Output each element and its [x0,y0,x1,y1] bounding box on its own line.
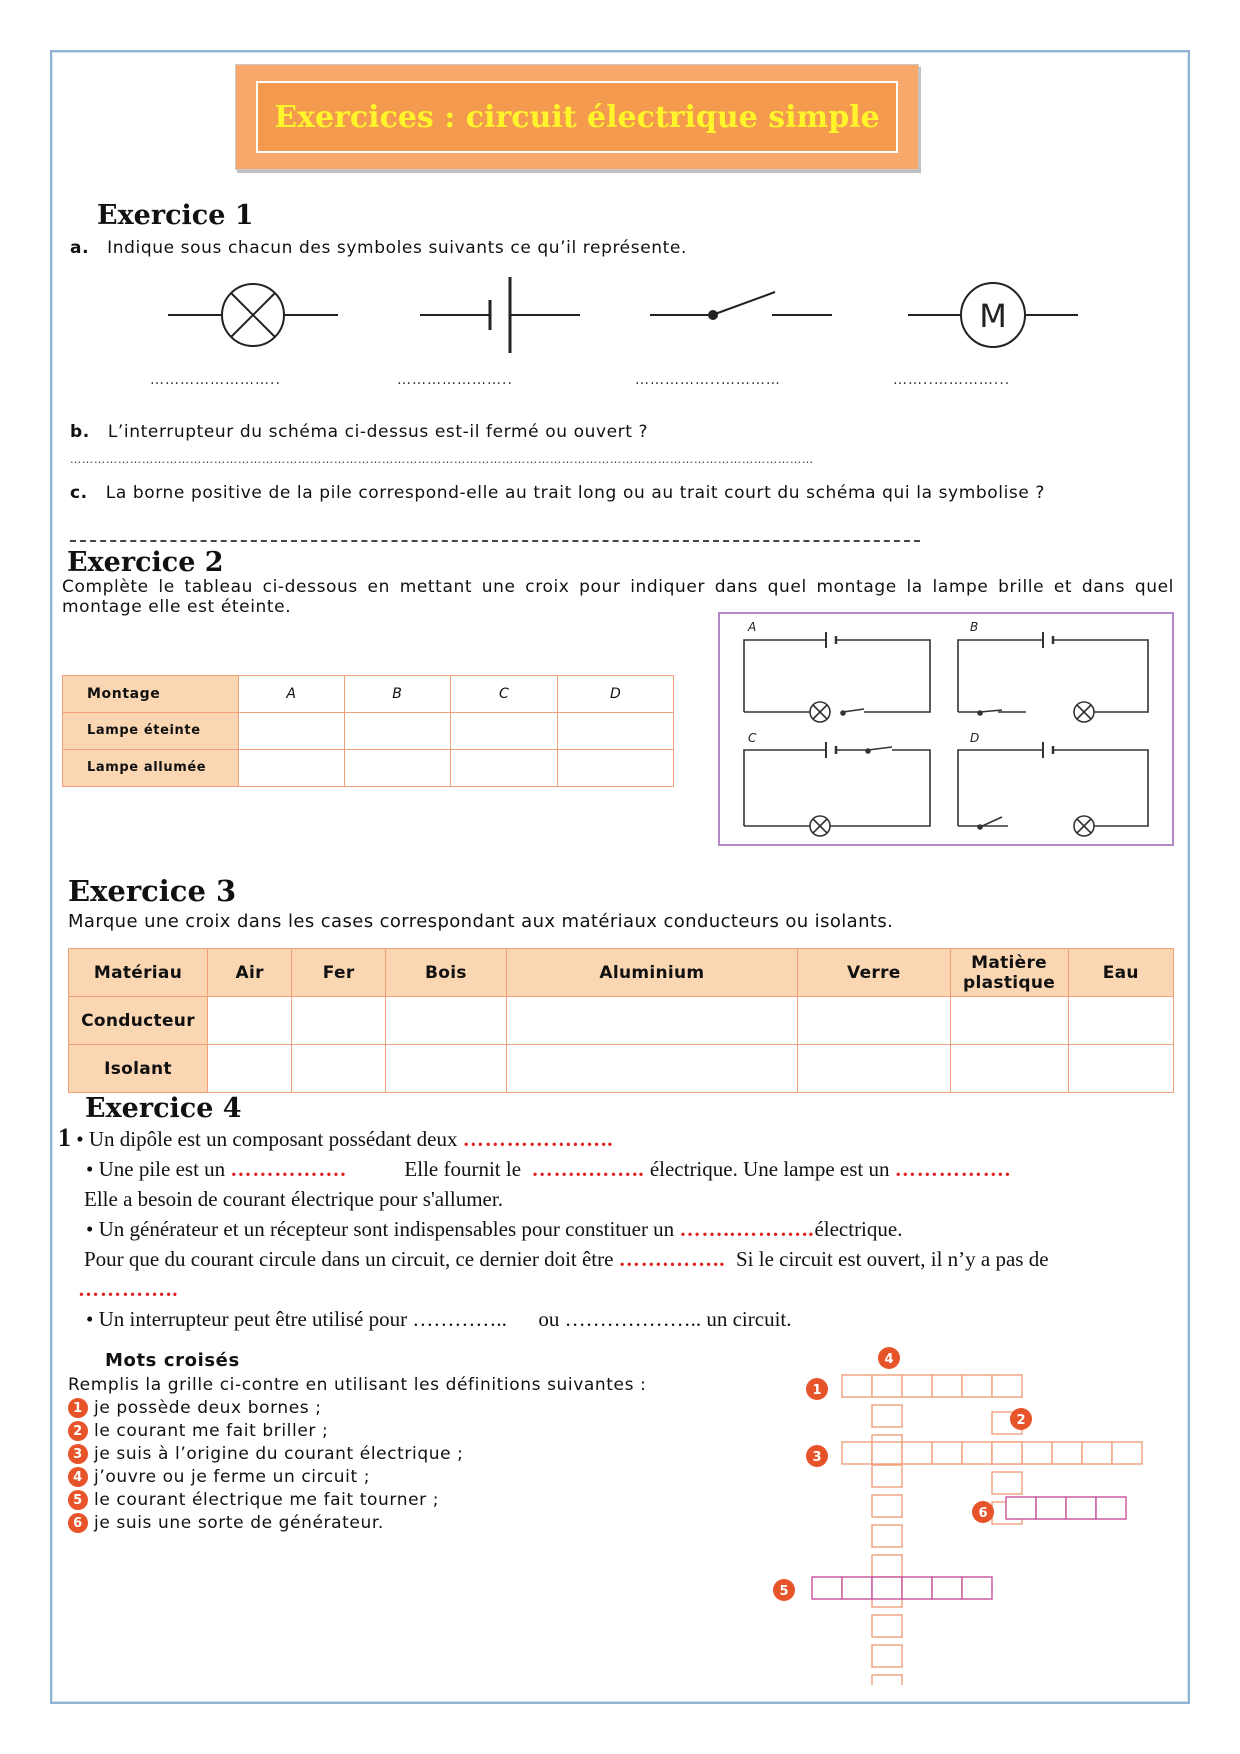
crossword-cell[interactable] [1022,1442,1052,1464]
crossword-cell[interactable] [812,1577,842,1599]
row-label: Lampe allumée [63,750,239,787]
table-header: Matériau [69,949,208,997]
row-label: Conducteur [69,997,208,1045]
clue-number: 3 [812,1450,822,1465]
crossword-cell[interactable] [872,1577,902,1599]
table-header: A [239,676,345,713]
crossword-cell[interactable] [842,1577,872,1599]
circuit-label: A [748,620,757,634]
crossword-cell[interactable] [902,1577,932,1599]
clue-number: 5 [779,1584,789,1599]
answer-3: ……………..………… [635,372,781,388]
ex1-b-text: L’interrupteur du schéma ci-dessus est-il fermé ou ouvert ? [107,422,649,442]
crossword-cell[interactable] [872,1375,902,1397]
answer-cell[interactable] [798,1045,950,1093]
answer-cell[interactable] [292,997,386,1045]
crossword-title: Mots croisés [105,1350,240,1371]
table-header: Verre [798,949,950,997]
answer-cell[interactable] [386,1045,507,1093]
ex2-text: Complète le tableau ci-dessous en mettant une croix pour indiquer dans quel montage la lampe brille et dans quel montage elle est éteinte. [62,577,1174,617]
answer-cell[interactable] [208,997,292,1045]
answer-cell[interactable] [950,1045,1068,1093]
ex1-b-answer: …………………………………………………………………………………………………………………………………………………………………… [70,453,814,466]
answer-cell[interactable] [950,997,1068,1045]
title-banner [235,64,919,170]
ex3-table [68,948,1174,1093]
lamp-symbol-icon [168,284,338,346]
row-label: Isolant [69,1045,208,1093]
crossword-cell[interactable] [1052,1442,1082,1464]
crossword-cell[interactable] [902,1375,932,1397]
page-title: Exercices : circuit électrique simple [274,99,880,135]
circuit-label: D [970,731,980,745]
answer-cell[interactable] [798,997,950,1045]
crossword-cell[interactable] [962,1442,992,1464]
answer-cell[interactable] [506,997,797,1045]
ex2-title: Exercice 2 [67,547,224,578]
crossword-cell[interactable] [872,1465,902,1487]
ex1-b-label: b. [70,422,90,442]
table-header: Matière plastique [950,949,1068,997]
crossword-cell[interactable] [962,1375,992,1397]
crossword-cell[interactable] [992,1442,1022,1464]
answer-cell[interactable] [239,750,345,787]
crossword-cell[interactable] [1036,1497,1066,1519]
clue-number: 4 [884,1352,894,1367]
ex1-title: Exercice 1 [97,200,254,231]
crossword-cell[interactable] [872,1555,902,1577]
ex4-number: 1 [58,1123,71,1152]
crossword-cell[interactable] [842,1375,872,1397]
crossword-cell[interactable] [932,1375,962,1397]
crossword-cell[interactable] [872,1615,902,1637]
motor-letter: M [979,297,1007,335]
answer-cell[interactable] [344,750,450,787]
battery-symbol-icon [420,277,580,353]
ex2-circuits [718,612,1174,846]
crossword-cell[interactable] [872,1525,902,1547]
answer-cell[interactable] [386,997,507,1045]
crossword-cell[interactable] [992,1472,1022,1494]
ex3-title: Exercice 3 [68,874,237,908]
ex3-text: Marque une croix dans les cases correspondant aux matériaux conducteurs ou isolants. [68,911,894,932]
answer-cell[interactable] [506,1045,797,1093]
table-header: C [450,676,557,713]
table-header: Fer [292,949,386,997]
table-header: B [344,676,450,713]
crossword-intro: Remplis la grille ci-contre en utilisant les définitions suivantes : [68,1375,647,1395]
crossword-cell[interactable] [902,1442,932,1464]
ex1-c-label: c. [70,483,88,503]
separator [70,540,920,542]
crossword-cell[interactable] [992,1375,1022,1397]
answer-cell[interactable] [292,1045,386,1093]
answer-cell[interactable] [450,713,557,750]
answer-cell[interactable] [450,750,557,787]
crossword-cell[interactable] [872,1645,902,1667]
answer-cell[interactable] [1068,1045,1173,1093]
ex1-a-label: a. [70,238,90,258]
table-header: Eau [1068,949,1173,997]
crossword-cell[interactable] [872,1442,902,1464]
switch-symbol-icon [650,292,832,319]
clue-number: 6 [978,1506,988,1521]
answer-1: …………………….. [150,372,281,388]
answer-cell[interactable] [344,713,450,750]
ex1-c-text: La borne positive de la pile correspond-elle au trait long ou au trait court du schéma qui la symbolise ? [105,483,1046,503]
crossword-cell[interactable] [842,1442,872,1464]
ex4-title: Exercice 4 [85,1093,242,1124]
answer-cell[interactable] [558,750,674,787]
crossword-cell[interactable] [932,1577,962,1599]
crossword-cell[interactable] [1006,1497,1036,1519]
crossword-cell[interactable] [872,1495,902,1517]
circuit-label: B [970,620,979,634]
clue-number: 1 [812,1383,822,1398]
ex4-body: 1 • Un dipôle est un composant possédant deux …………….….. • Une pile est un ……………. Elle fournit le ……..…….. électrique. Une lampe est un ……………. Elle a besoin de courant électrique pour s'allumer. • Un générateur et un récepteur sont indispensables pour constituer un ……..………..électrique. Pour que du courant circule dans un circuit, ce dernier doit être …….…….. Si le circuit est ouvert, il n’y a pas de ………….. • Un interrupteur peut être utilisé pour ………….. ou ……………….. un circuit. [58,1123,1049,1331]
table-header: Bois [386,949,507,997]
crossword-cell[interactable] [962,1577,992,1599]
table-header: D [558,676,674,713]
crossword-cell[interactable] [932,1442,962,1464]
clue-number: 2 [1016,1413,1026,1428]
row-label: Lampe éteinte [63,713,239,750]
crossword-cell[interactable] [1066,1497,1096,1519]
crossword-grid[interactable] [770,1345,1180,1685]
table-header: Air [208,949,292,997]
crossword-defs: Remplis la grille ci-contre en utilisant les définitions suivantes : 1 je possède deux bornes ; 2 le courant me fait briller ; 3 je suis à l’origine du courant électrique ; 4 j’ouvre ou je ferme un circuit ; 5 le courant électrique me fait tourner ; 6 je suis une sorte de générateur. [68,1374,678,1535]
answer-cell[interactable] [558,713,674,750]
answer-cell[interactable] [1068,997,1173,1045]
crossword-cell[interactable] [1096,1497,1126,1519]
table-header: Montage [63,676,239,713]
crossword-cell[interactable] [872,1675,902,1685]
ex1-symbols [160,270,1100,360]
table-header: Aluminium [506,949,797,997]
circuit-label: C [748,731,757,745]
answer-cell[interactable] [239,713,345,750]
answer-4: ……..…………... [893,372,1011,388]
ex2-table [62,675,674,787]
crossword-cell[interactable] [872,1405,902,1427]
answer-2: ………………….. [397,372,513,388]
crossword-cell[interactable] [1082,1442,1112,1464]
crossword-cell[interactable] [1112,1442,1142,1464]
ex1-a-text: Indique sous chacun des symboles suivants ce qu’il représente. [107,238,687,258]
answer-cell[interactable] [208,1045,292,1093]
